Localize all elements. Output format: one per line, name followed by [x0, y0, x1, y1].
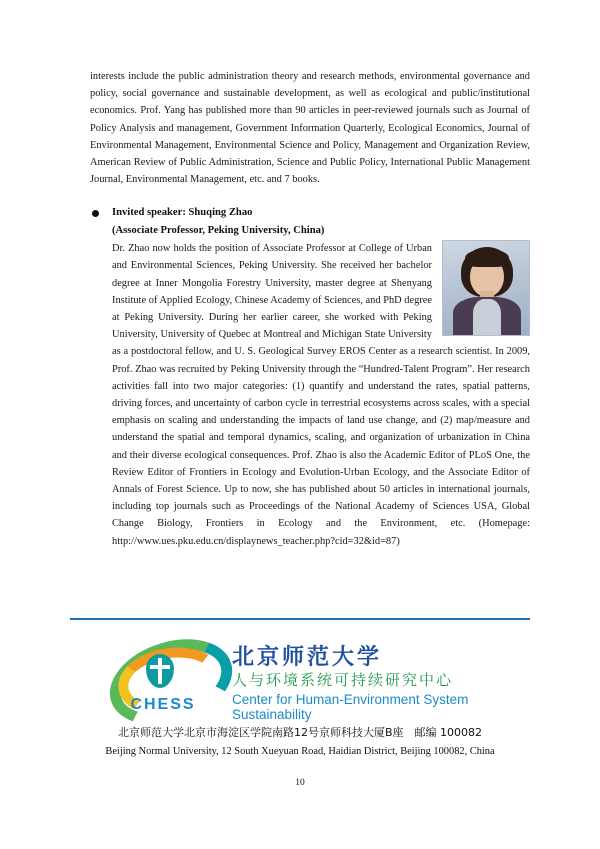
center-english-subtitle: Center for Human-Environment System Sustainability	[232, 692, 469, 722]
center-chinese-subtitle: 人与环境系统可持续研究中心	[232, 671, 454, 689]
portrait-shirt	[473, 299, 501, 335]
chess-logo-icon	[100, 638, 226, 716]
chess-acronym: CHESS	[130, 696, 196, 713]
continuation-paragraph: interests include the public administration theory and research methods, environmental governance and policy, social governance and sustainable development, as well as ecological and public/institutional economics. Prof. Yang has published more than 90 articles in peer-reviewed journals such as Journal of Policy Analysis and management, Government Information Quarterly, Ecological Economics, Journal of Environmental Management, Environmental Science and Policy, Management and Organization Review, American Review of Public Administration, Science and Public Policy, International Public Management Journal, Environmental Management, etc. and 7 books.	[90, 71, 530, 186]
bullet-icon	[92, 210, 99, 217]
page-content	[90, 68, 530, 550]
footer-address-chinese: 北京师范大学北京市海淀区学院南路12号京师科技大厦B座 邮编 100082	[117, 726, 483, 739]
speaker-affiliation: (Associate Professor, Peking University, China)	[112, 224, 325, 236]
footer-divider	[70, 618, 530, 620]
page-number: 10	[295, 778, 305, 788]
speaker-portrait-image	[442, 240, 530, 336]
footer-address-english: Beijing Normal University, 12 South Xueyuan Road, Haidian District, Beijing 100082, China	[105, 746, 495, 757]
portrait-fringe	[465, 249, 509, 267]
speaker-bio: Dr. Zhao now holds the position of Associate Professor at College of Urban and Environmental Sciences, Peking University. She received her bachelor degree at Inner Mongolia Forestry University, master degree at Shenyang Institute of Applied Ecology, Chinese Academy of Sciences, and PhD degree at Peking University. During her earlier career, she worked with Peking University, University of Quebec at Montreal and Michigan State University as a postdoctoral fellow, and U. S. Geological Survey EROS Center as a research scientist. In 2009, Prof. Zhao was recruited by Peking University through the “Hundred-Talent Program”. Her research activities fall into two major categories: (1) quantify and understand the rates, spatial patterns, driving forces, and uncertainty of carbon cycle in terrestrial ecosystems across scales, with a special emphasis on scaling and understanding the impacts of land use change, and (2) map/measure and understand the spatial and temporal dynamics, scaling, and organization of urbanization in China and their diverse ecological consequences. Prof. Zhao is also the Academic Editor of PLoS One, the Review Editor of Frontiers in Ecology and Evolution-Urban Ecology, and the Associate Editor of Annals of Forest Science. Up to now, she has published about 50 articles in international journals, including top journals such as Proceedings of the National Academy of Sciences USA, Global Change Biology, Frontiers in Ecology and the Environment, etc. (Homepage: http://www.ues.pku.edu.cn/displaynews_teacher.php?cid=32&id=87)	[112, 243, 530, 547]
invited-speaker-block	[90, 204, 530, 549]
speaker-name: Invited speaker: Shuqing Zhao	[112, 207, 253, 219]
university-chinese-title: 北京师范大学	[232, 645, 383, 670]
footer-logo-area	[70, 636, 530, 720]
